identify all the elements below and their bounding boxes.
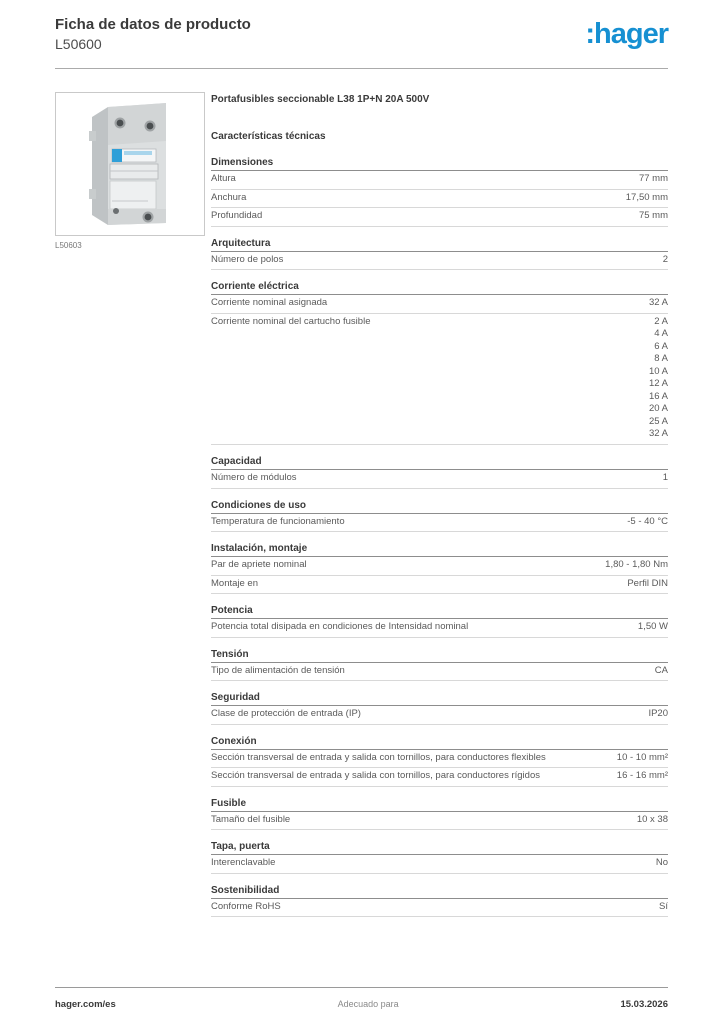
spec-row bbox=[211, 190, 668, 209]
spec-section-title: Instalación, montaje bbox=[211, 543, 668, 557]
spec-label: Montaje en bbox=[211, 577, 259, 589]
spec-row bbox=[211, 855, 668, 874]
spec-value bbox=[648, 708, 668, 721]
spec-label: Profundidad bbox=[211, 210, 263, 222]
spec-section-title: Potencia bbox=[211, 605, 668, 619]
fuse-holder-product-image bbox=[56, 93, 204, 235]
spec-value bbox=[663, 254, 668, 267]
spec-section-title: Arquitectura bbox=[211, 238, 668, 252]
spec-row bbox=[211, 750, 668, 769]
spec-sections bbox=[211, 157, 668, 917]
spec-label: Tamaño del fusible bbox=[211, 813, 291, 825]
spec-value bbox=[656, 857, 668, 870]
spec-value-line: 17,50 mm bbox=[625, 191, 668, 203]
spec-value bbox=[639, 173, 668, 186]
spec-value-line: 16 - 16 mm² bbox=[616, 770, 668, 782]
spec-value-line: -5 - 40 °C bbox=[627, 515, 668, 527]
specifications-column bbox=[211, 92, 668, 928]
spec-label: Conforme RoHS bbox=[211, 900, 281, 912]
spec-row bbox=[211, 619, 668, 638]
spec-value bbox=[659, 901, 668, 914]
footer-date: 15.03.2026 bbox=[620, 999, 668, 1010]
spec-section bbox=[211, 692, 668, 725]
spec-value bbox=[627, 516, 668, 529]
spec-value-line: 20 A bbox=[648, 403, 668, 415]
spec-value-line: 12 A bbox=[648, 378, 668, 390]
title-block bbox=[55, 16, 251, 53]
spec-value-line: IP20 bbox=[648, 708, 668, 720]
spec-label: Clase de protección de entrada (IP) bbox=[211, 708, 361, 720]
spec-row bbox=[211, 899, 668, 918]
spec-row bbox=[211, 514, 668, 533]
spec-value-line: 8 A bbox=[654, 353, 668, 365]
spec-value-line: 32 A bbox=[648, 297, 668, 309]
spec-value bbox=[649, 297, 668, 310]
spec-value bbox=[663, 472, 668, 485]
page-footer bbox=[55, 987, 668, 1010]
hager-logo: :hager bbox=[585, 18, 668, 50]
spec-value-line: 32 A bbox=[648, 428, 668, 440]
content-area bbox=[55, 92, 668, 928]
spec-value-line: 2 bbox=[662, 253, 668, 265]
spec-label: Corriente nominal del cartucho fusible bbox=[211, 315, 371, 327]
spec-section bbox=[211, 605, 668, 638]
spec-row bbox=[211, 557, 668, 576]
spec-value bbox=[605, 559, 668, 572]
spec-value-line: No bbox=[655, 857, 668, 869]
spec-value-line: 1,50 W bbox=[637, 621, 668, 633]
spec-value-line: 10 A bbox=[648, 365, 668, 377]
spec-row bbox=[211, 812, 668, 831]
spec-label: Temperatura de funcionamiento bbox=[211, 515, 345, 527]
spec-row bbox=[211, 768, 668, 787]
spec-label: Número de polos bbox=[211, 253, 284, 265]
spec-row bbox=[211, 252, 668, 271]
page-header bbox=[55, 16, 668, 53]
spec-label: Potencia total disipada en condiciones de Intensidad nominal bbox=[211, 621, 469, 633]
technical-characteristics-heading: Características técnicas bbox=[211, 131, 326, 142]
spec-value bbox=[639, 210, 668, 223]
product-image-frame bbox=[55, 92, 205, 236]
spec-value-line: Perfil DIN bbox=[627, 577, 668, 589]
spec-section bbox=[211, 841, 668, 874]
spec-section-title: Dimensiones bbox=[211, 157, 668, 171]
spec-label: Interenclavable bbox=[211, 857, 276, 869]
spec-label: Par de apriete nominal bbox=[211, 559, 307, 571]
spec-row bbox=[211, 576, 668, 595]
spec-section-title: Capacidad bbox=[211, 456, 668, 470]
spec-section-title: Corriente eléctrica bbox=[211, 281, 668, 295]
footer-website-link[interactable]: hager.com/es bbox=[55, 999, 116, 1010]
spec-row bbox=[211, 663, 668, 682]
product-code: L50600 bbox=[55, 35, 102, 52]
spec-row bbox=[211, 171, 668, 190]
spec-value-line: 10 - 10 mm² bbox=[616, 751, 668, 763]
spec-section bbox=[211, 500, 668, 533]
spec-label: Número de módulos bbox=[211, 471, 297, 483]
spec-section bbox=[211, 543, 668, 594]
spec-label: Corriente nominal asignada bbox=[211, 297, 328, 309]
spec-value-line: 16 A bbox=[648, 390, 668, 402]
spec-row bbox=[211, 706, 668, 725]
spec-label: Sección transversal de entrada y salida con tornillos, para conductores rígidos bbox=[211, 770, 540, 782]
spec-value-line: 10 x 38 bbox=[636, 813, 668, 825]
spec-section-title: Condiciones de uso bbox=[211, 500, 668, 514]
spec-row bbox=[211, 295, 668, 314]
spec-section-title: Tapa, puerta bbox=[211, 841, 668, 855]
page-title: Ficha de datos de producto bbox=[55, 16, 251, 33]
product-image-caption: L50603 bbox=[55, 241, 82, 250]
spec-section-title: Tensión bbox=[211, 649, 668, 663]
spec-section-title: Seguridad bbox=[211, 692, 668, 706]
spec-value bbox=[649, 316, 668, 441]
spec-section-title: Conexión bbox=[211, 736, 668, 750]
spec-row bbox=[211, 208, 668, 227]
spec-section bbox=[211, 238, 668, 271]
spec-value-line: 75 mm bbox=[638, 210, 668, 222]
spec-value bbox=[626, 192, 668, 205]
spec-value-line: 4 A bbox=[654, 328, 668, 340]
spec-value-line: 6 A bbox=[654, 340, 668, 352]
spec-row bbox=[211, 314, 668, 445]
spec-section bbox=[211, 798, 668, 831]
product-title: Portafusibles seccionable L38 1P+N 20A 500V bbox=[211, 94, 430, 105]
spec-value bbox=[638, 621, 668, 634]
spec-section-title: Sostenibilidad bbox=[211, 885, 668, 899]
spec-value-line: CA bbox=[654, 664, 668, 676]
spec-section bbox=[211, 885, 668, 918]
product-image-column bbox=[55, 92, 205, 250]
spec-section bbox=[211, 281, 668, 445]
spec-section bbox=[211, 736, 668, 787]
spec-section bbox=[211, 456, 668, 489]
spec-label: Sección transversal de entrada y salida con tornillos, para conductores flexibles bbox=[211, 751, 546, 763]
spec-value bbox=[617, 752, 668, 765]
spec-row bbox=[211, 470, 668, 489]
spec-label: Altura bbox=[211, 173, 236, 184]
spec-section-title: Fusible bbox=[211, 798, 668, 812]
spec-value-line: 1,80 - 1,80 Nm bbox=[605, 559, 668, 571]
footer-suitable-for-label: Adecuado para bbox=[337, 999, 399, 1009]
spec-value-line: 25 A bbox=[648, 415, 668, 427]
spec-value bbox=[655, 665, 668, 678]
spec-value bbox=[637, 814, 668, 827]
spec-value bbox=[617, 770, 668, 783]
spec-value-line: Sí bbox=[659, 900, 668, 912]
spec-value bbox=[627, 578, 668, 591]
spec-label: Tipo de alimentación de tensión bbox=[211, 664, 345, 676]
header-divider bbox=[55, 68, 668, 69]
spec-label: Anchura bbox=[211, 191, 247, 203]
spec-value-line: 1 bbox=[662, 471, 668, 483]
spec-section bbox=[211, 157, 668, 227]
spec-value-line: 2 A bbox=[654, 315, 668, 327]
spec-value-line: 77 mm bbox=[638, 173, 668, 184]
spec-section bbox=[211, 649, 668, 682]
